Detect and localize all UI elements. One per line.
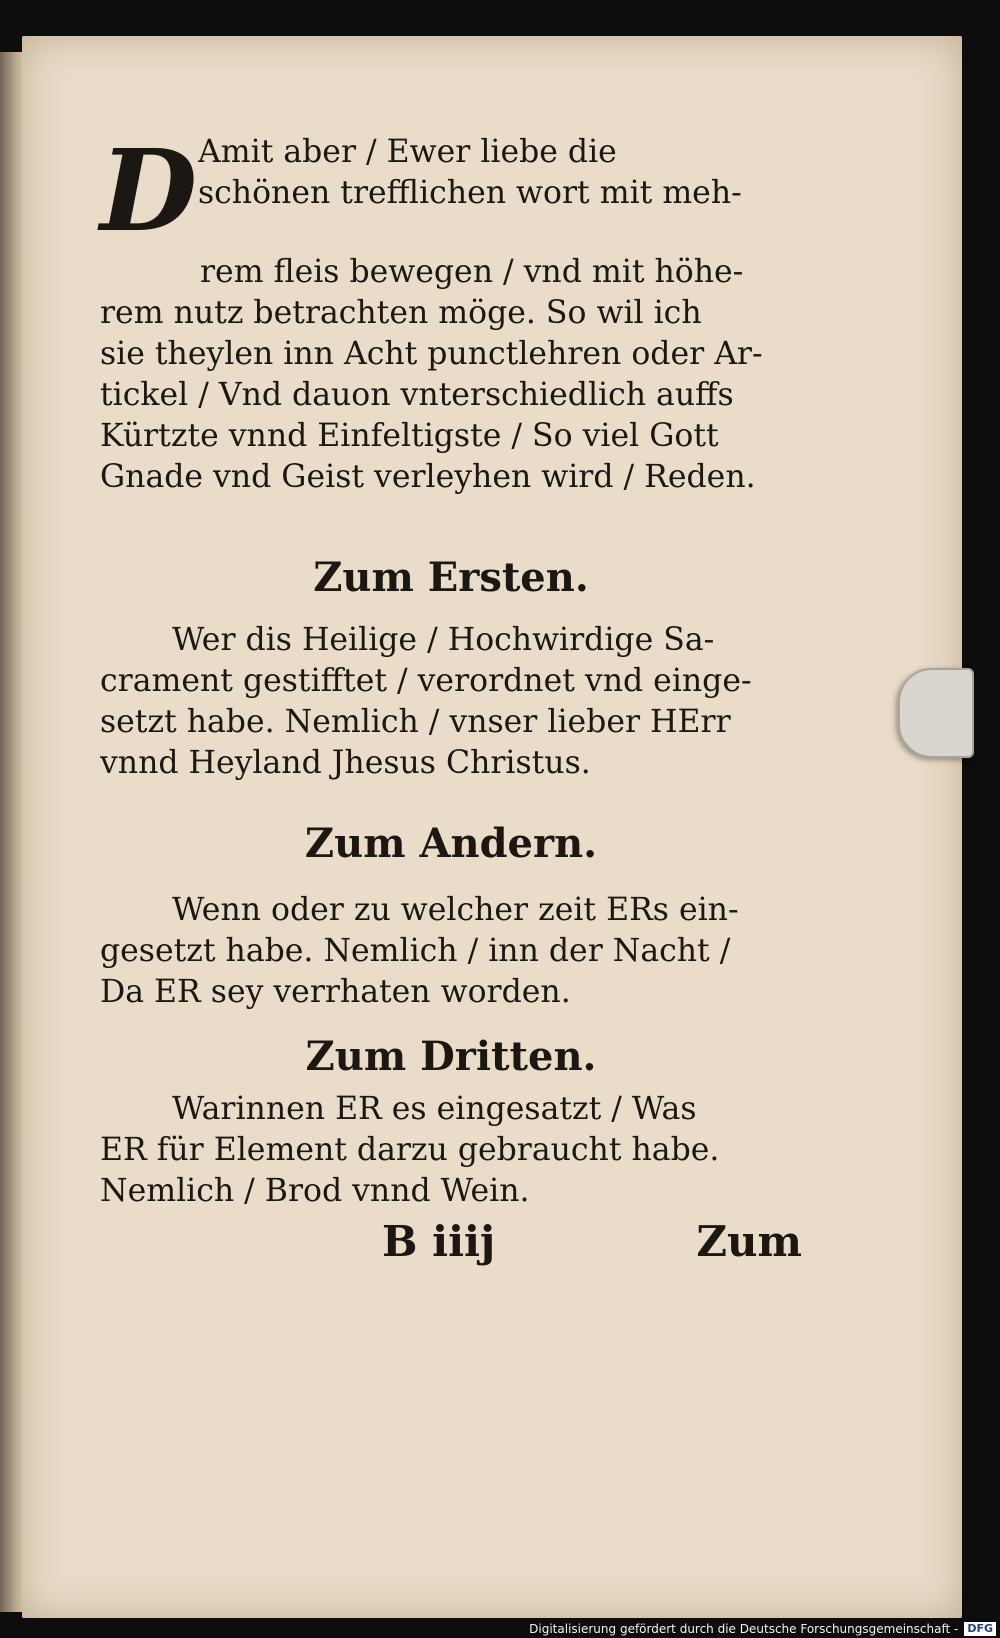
text-line: crament gestifftet / verordnet vnd einge- [100, 663, 752, 699]
catchword: Zum [696, 1217, 802, 1266]
dfg-logo: DFG [964, 1622, 996, 1636]
text-line: rem fleis bewegen / vnd mit höhe- [200, 254, 744, 290]
text-line: gesetzt habe. Nemlich / inn der Nacht / [100, 933, 731, 969]
text-line: Wer dis Heilige / Hochwirdige Sa- [172, 622, 715, 658]
text-line: sie theylen inn Acht punctlehren oder Ar- [100, 336, 763, 372]
text-line: Warinnen ER es eingesatzt / Was [172, 1091, 697, 1127]
text-line: vnnd Heyland Jhesus Christus. [100, 745, 591, 781]
section-heading: Zum Andern. [304, 820, 598, 867]
section-heading: Zum Ersten. [313, 554, 589, 601]
signature-line [100, 1212, 802, 1272]
page-marker-tab [898, 668, 974, 758]
text-line: Nemlich / Brod vnnd Wein. [100, 1173, 530, 1209]
page-text [100, 126, 802, 1272]
footer-credit: Digitalisierung gefördert durch die Deutsche Forschungsgemeinschaft - [529, 1622, 959, 1636]
signature-mark: B iiij [382, 1217, 496, 1266]
text-line: schönen trefflichen wort mit meh- [198, 175, 742, 211]
text-line: Wenn oder zu welcher zeit ERs ein- [172, 892, 739, 928]
text-line: Gnade vnd Geist verleyhen wird / Reden. [100, 459, 756, 495]
drop-cap: D [100, 126, 198, 257]
text-line: Kürtzte vnnd Einfeltigste / So viel Gott [100, 418, 719, 454]
text-line: rem nutz betrachten möge. So wil ich [100, 295, 702, 331]
text-line: Da ER sey verrhaten worden. [100, 974, 571, 1010]
text-line: ER für Element darzu gebraucht habe. [100, 1132, 720, 1168]
text-line: Amit aber / Ewer liebe die [198, 134, 617, 170]
digitization-footer [523, 1620, 1000, 1638]
section-heading: Zum Dritten. [305, 1033, 597, 1080]
text-line: setzt habe. Nemlich / vnser lieber HErr [100, 704, 731, 740]
text-line: tickel / Vnd dauon vnterschiedlich auffs [100, 377, 734, 413]
